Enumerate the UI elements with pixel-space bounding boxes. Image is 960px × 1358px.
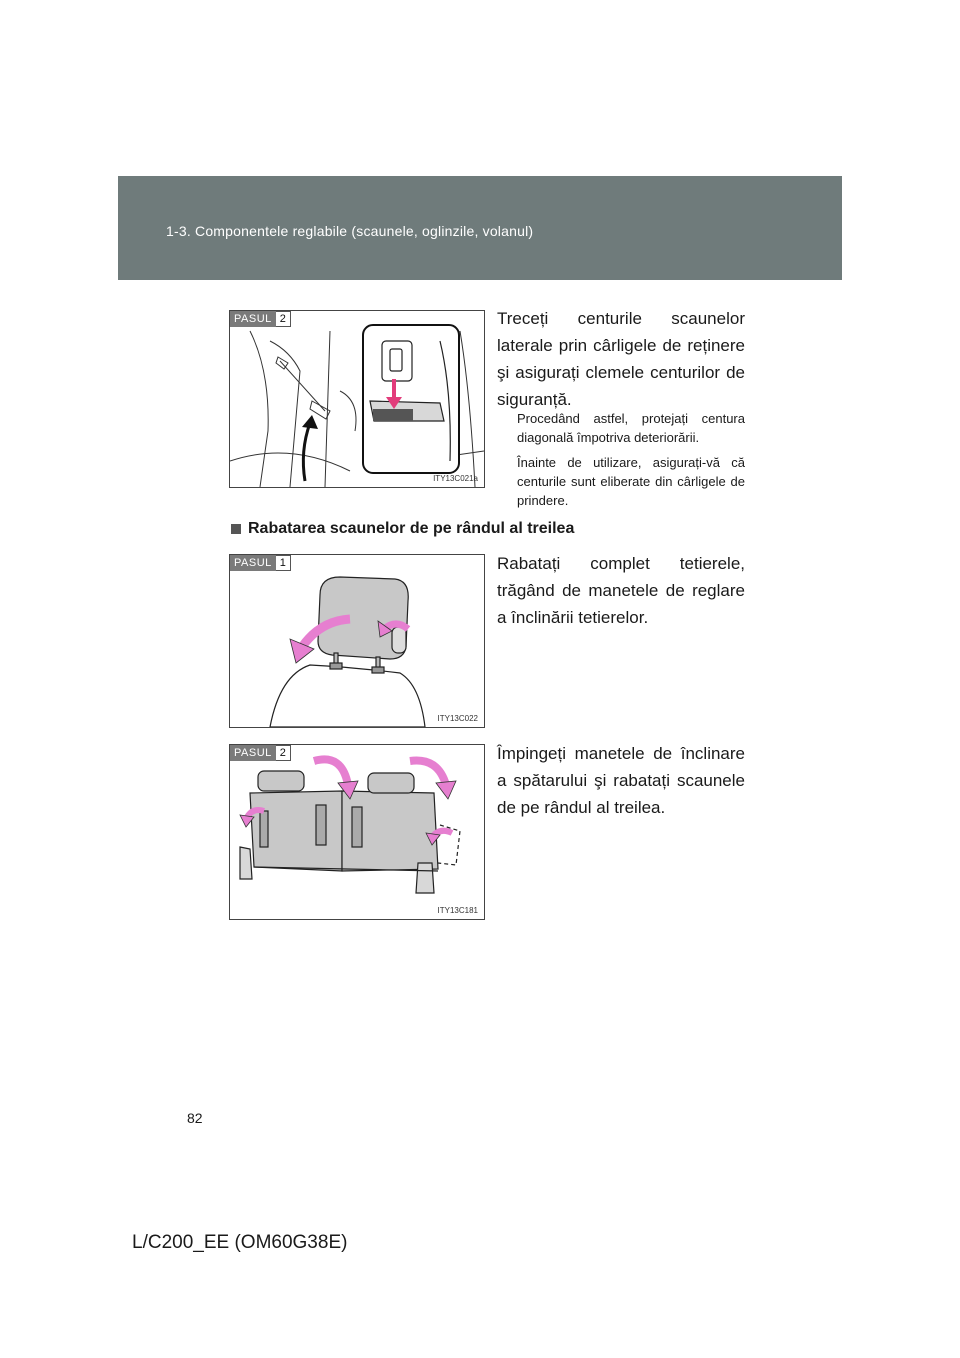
step-text: Treceți centurile scaunelor laterale prin cârligele de reținere şi asigurați clemele centurilor de siguranță. (497, 309, 745, 409)
step-number: 2 (276, 311, 291, 327)
chapter-title: 1-3. Componentele reglabile (scaunele, oglinzile, volanul) (166, 223, 534, 239)
figure-code: ITY13C181 (437, 906, 478, 915)
note-text: Procedând astfel, protejați centura diagonală împotriva deteriorării. (517, 411, 745, 445)
square-bullet-icon (231, 524, 241, 534)
step-number: 2 (276, 745, 291, 761)
figure-code: ITY13C022 (437, 714, 478, 723)
step-label: PASUL (230, 311, 276, 327)
figure-headrests (229, 554, 485, 728)
step-badge (230, 745, 291, 761)
fold-seats-illustration (230, 745, 484, 919)
footer-model: L/C200_EE (OM60G38E) (132, 1232, 348, 1253)
step-label: PASUL (230, 555, 276, 571)
step-badge (230, 311, 291, 327)
page-number: 82 (187, 1110, 203, 1126)
section-title: Rabatarea scaunelor de pe rândul al treilea (248, 520, 575, 537)
step-number: 1 (276, 555, 291, 571)
step-badge (230, 555, 291, 571)
headrest-illustration (230, 555, 484, 727)
seatbelt-hook-illustration (230, 311, 484, 487)
figure-seatbelt-hooks (229, 310, 485, 488)
step-label: PASUL (230, 745, 276, 761)
step-text: Împingeți manetele de înclinare a spătarului şi rabatați scaunele de pe rândul al treilea. (497, 744, 745, 817)
figure-code: ITY13C021a (433, 474, 478, 483)
chapter-header (118, 176, 842, 280)
note-text: Înainte de utilizare, asigurați-vă că centurile sunt eliberate din cârligele de prindere. (517, 455, 745, 508)
step-text: Rabatați complet tetierele, trăgând de manetele de reglare a înclinării tetierelor. (497, 554, 745, 627)
section-heading (231, 520, 574, 538)
figure-fold-seats (229, 744, 485, 920)
